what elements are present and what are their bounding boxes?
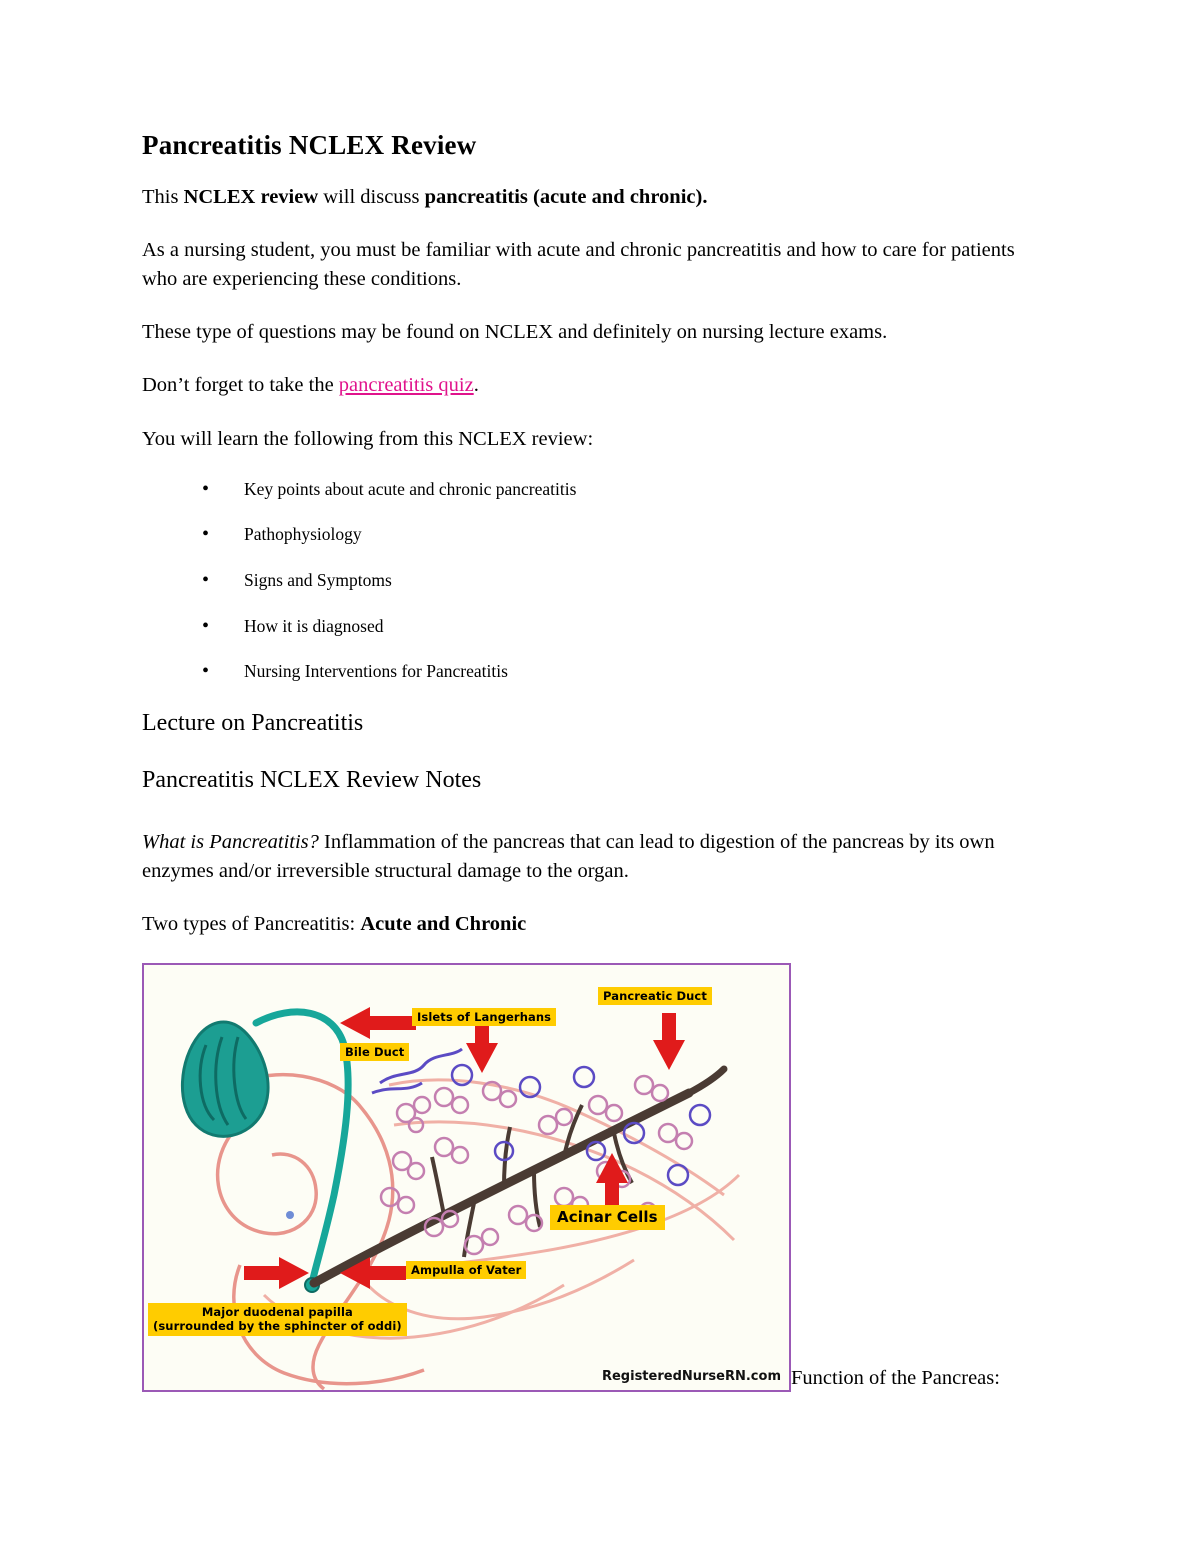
types-prefix: Two types of Pancreatitis: bbox=[142, 913, 361, 935]
paragraph-2: As a nursing student, you must be familiar with acute and chronic pancreatitis and how to care for patients who are experiencing these conditions. bbox=[142, 239, 1015, 291]
list-item: • Pathophysiology bbox=[202, 523, 1042, 547]
intro-paragraph bbox=[142, 183, 1042, 212]
intro-prefix: This bbox=[142, 186, 184, 208]
list-item: • Nursing Interventions for Pancreatitis bbox=[202, 660, 1042, 684]
intro-mid: will discuss bbox=[318, 186, 425, 208]
heading-review-notes: Pancreatitis NCLEX Review Notes bbox=[142, 766, 482, 793]
label-bile-duct: Bile Duct bbox=[340, 1043, 409, 1061]
learning-objectives-list bbox=[142, 478, 1042, 684]
label-islets-of-langerhans: Islets of Langerhans bbox=[412, 1008, 556, 1026]
label-major-duodenal-papilla bbox=[148, 1303, 407, 1336]
arrow-pancreatic-duct bbox=[653, 1013, 685, 1070]
intro-bold-pancreatitis: pancreatitis (acute and chronic). bbox=[424, 186, 708, 208]
label-pancreatic-duct: Pancreatic Duct bbox=[598, 987, 712, 1005]
papilla-line-2: (surrounded by the sphincter of oddi) bbox=[153, 1319, 402, 1334]
definition-question: What is Pancreatitis? bbox=[142, 830, 319, 853]
list-item: • Signs and Symptoms bbox=[202, 569, 1042, 593]
arrow-papilla bbox=[244, 1257, 309, 1289]
pancreas-anatomy-figure bbox=[142, 963, 791, 1392]
paragraph-definition bbox=[142, 828, 1042, 886]
paragraph-types bbox=[142, 910, 1042, 939]
intro-bold-nclex-review: NCLEX review bbox=[183, 186, 319, 208]
quiz-suffix: . bbox=[473, 374, 479, 397]
paragraph-3: These type of questions may be found on NCLEX and definitely on nursing lecture exams. bbox=[142, 321, 888, 344]
arrow-bile-duct bbox=[340, 1007, 416, 1039]
label-acinar-cells: Acinar Cells bbox=[550, 1205, 665, 1230]
quiz-prefix: Don’t forget to take the bbox=[142, 374, 339, 397]
heading-lecture: Lecture on Pancreatitis bbox=[142, 709, 364, 736]
figure-caption: Function of the Pancreas: bbox=[791, 1367, 1000, 1390]
types-bold: Acute and Chronic bbox=[360, 913, 527, 935]
paragraph-quiz bbox=[142, 371, 1042, 400]
label-ampulla-of-vater: Ampulla of Vater bbox=[406, 1261, 526, 1279]
watermark: RegisteredNurseRN.com bbox=[601, 1369, 781, 1385]
figure-block bbox=[142, 963, 1042, 1392]
document-content bbox=[142, 130, 1042, 1392]
page-title: Pancreatitis NCLEX Review bbox=[142, 130, 477, 160]
pancreatitis-quiz-link[interactable]: pancreatitis quiz bbox=[338, 374, 474, 397]
definition-text: Inflammation of the pancreas that can lead to digestion of the pancreas by its own enzymes and/or irreversible structural damage to the organ. bbox=[142, 830, 995, 882]
list-item: • Key points about acute and chronic pancreatitis bbox=[202, 478, 1042, 502]
papilla-line-1: Major duodenal papilla bbox=[201, 1305, 353, 1320]
paragraph-learn: You will learn the following from this NCLEX review: bbox=[142, 427, 594, 450]
list-item: • How it is diagnosed bbox=[202, 615, 1042, 639]
